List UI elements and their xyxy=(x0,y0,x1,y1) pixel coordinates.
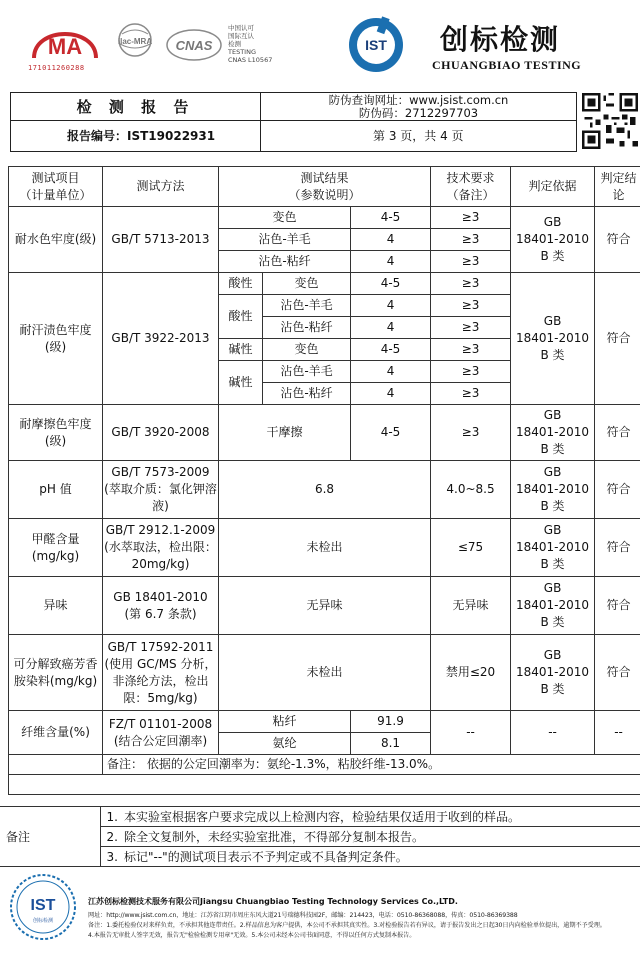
result-value: 未检出 xyxy=(219,519,431,577)
conclusion-cell: 符合 xyxy=(595,207,640,273)
fiber-value: 91.9 xyxy=(351,711,431,733)
result-value: 4-5 xyxy=(351,273,431,295)
cnas-line: 中国认可 xyxy=(228,24,254,32)
result-value: 4-5 xyxy=(351,405,431,461)
method-line: (第 6.7 条款) xyxy=(124,606,197,621)
verify-code: 防伪码：2712297703 xyxy=(358,106,479,120)
basis-cell xyxy=(511,273,595,405)
basis-line: GB xyxy=(543,648,562,662)
method-line: (水萃取法，检出限： xyxy=(104,540,217,554)
requirement-cell: 4.0~8.5 xyxy=(431,461,511,519)
result-value: 未检出 xyxy=(219,635,431,711)
basis-line: GB xyxy=(543,215,562,229)
basis-cell xyxy=(511,635,595,711)
method-line: 液) xyxy=(152,499,169,513)
item-line: (级) xyxy=(44,433,67,448)
requirement-cell: ≥3 xyxy=(431,317,511,339)
basis-line: B 类 xyxy=(540,348,565,362)
remark-text: 本实验室根据客户要求完成以上检测内容，检验结果仅适用于收到的样品。 xyxy=(124,807,640,827)
item-cell: 异味 xyxy=(9,577,103,635)
ist-logo-text: IST xyxy=(365,37,387,53)
result-label: 沾色-粘纤 xyxy=(263,317,351,339)
fiber-name: 粘纤 xyxy=(219,711,351,733)
requirement-cell: ≥3 xyxy=(431,207,511,229)
result-label: 沾色-粘纤 xyxy=(263,383,351,405)
header-method: 测试方法 xyxy=(103,167,219,207)
item-cell: pH 值 xyxy=(9,461,103,519)
requirement-cell: ≥3 xyxy=(431,339,511,361)
requirement-cell: ≥3 xyxy=(431,229,511,251)
result-label: 变色 xyxy=(263,339,351,361)
item-cell xyxy=(9,635,103,711)
cnas-logo xyxy=(165,28,223,62)
basis-cell: -- xyxy=(511,711,595,755)
item-cell xyxy=(9,405,103,461)
method-cell xyxy=(103,577,219,635)
brand-name-en: CHUANGBIAO TESTING xyxy=(432,58,582,72)
table-row xyxy=(9,711,640,733)
method-cell xyxy=(103,635,219,711)
item-line: (级) xyxy=(44,339,67,354)
table-row xyxy=(9,207,640,229)
item-line: 耐汗渍色牢度 xyxy=(19,322,92,337)
method-cell: GB/T 3920-2008 xyxy=(103,405,219,461)
requirement-cell: ≥3 xyxy=(431,251,511,273)
requirement-cell: ≥3 xyxy=(431,273,511,295)
remark-row xyxy=(0,807,640,827)
result-label: 沾色-羊毛 xyxy=(219,229,351,251)
header-item-label: 测试项目 xyxy=(31,170,80,185)
result-label: 变色 xyxy=(219,207,351,229)
ist-logo xyxy=(345,14,407,76)
conclusion-cell: 符合 xyxy=(595,461,640,519)
method-cell xyxy=(103,519,219,577)
result-label: 变色 xyxy=(263,273,351,295)
item-line: 可分解致癌芳香 xyxy=(13,656,98,671)
remarks-label: 备注 xyxy=(0,807,100,867)
basis-cell xyxy=(511,461,595,519)
verification-info xyxy=(261,93,576,121)
conclusion-cell: 符合 xyxy=(595,519,640,577)
fiber-note: 备注： 依据的公定回潮率为：氨纶-1.3%，粘胶纤维-13.0%。 xyxy=(103,755,640,775)
table-row xyxy=(9,273,640,295)
title-block xyxy=(10,92,577,152)
condition-alkali: 碱性 xyxy=(219,339,263,361)
method-line: 20mg/kg) xyxy=(131,557,190,571)
footer-seal-text: IST xyxy=(30,897,56,914)
header-item xyxy=(9,167,103,207)
header-item-unit: （计量单位） xyxy=(19,187,92,202)
basis-line: B 类 xyxy=(540,499,565,513)
header-requirement-label: 技术要求 xyxy=(446,170,495,185)
cnas-accreditation-text xyxy=(228,24,272,64)
basis-line: GB xyxy=(543,408,562,422)
item-cell xyxy=(9,519,103,577)
header-result xyxy=(219,167,431,207)
basis-line: B 类 xyxy=(540,615,565,629)
basis-line: B 类 xyxy=(540,557,565,571)
basis-line: 18401-2010 xyxy=(516,482,590,496)
requirement-cell: ≥3 xyxy=(431,383,511,405)
requirement-cell: 无异味 xyxy=(431,577,511,635)
result-value: 4 xyxy=(351,383,431,405)
fiber-value: 8.1 xyxy=(351,733,431,755)
remark-number: 1. xyxy=(100,807,124,827)
basis-line: 18401-2010 xyxy=(516,665,590,679)
method-line: 非涤纶方法，检出 xyxy=(112,673,209,688)
blank-row xyxy=(9,775,640,795)
basis-line: B 类 xyxy=(540,442,565,456)
footer-disclaimer-line: 备注：1.委托检验仅对来样负责，不承担其他连带责任。2.样品信息为客户提供，本公司不承担其真实性。3.对检验报告若有异议，请于报告发出之日起30日内向检验单位提出，逾期不予受理。 xyxy=(88,922,606,929)
requirement-cell: ≤75 xyxy=(431,519,511,577)
remarks-table xyxy=(0,806,640,867)
result-value: 4-5 xyxy=(351,207,431,229)
result-value: 4 xyxy=(351,229,431,251)
header-requirement-note: （备注） xyxy=(446,187,495,202)
table-row xyxy=(9,405,640,461)
cma-logo-text: MA xyxy=(47,34,83,59)
result-label: 沾色-羊毛 xyxy=(263,295,351,317)
report-header xyxy=(0,0,640,90)
table-row xyxy=(9,461,640,519)
table-row xyxy=(9,519,640,577)
result-value: 4 xyxy=(351,317,431,339)
basis-cell xyxy=(511,577,595,635)
conclusion-cell: 符合 xyxy=(595,405,640,461)
method-line: 限：5mg/kg) xyxy=(123,690,198,705)
basis-line: GB xyxy=(543,465,562,479)
method-cell xyxy=(103,461,219,519)
footer-contact-line: 网址：http://www.jsist.com.cn，地址：江苏省江阴市周庄东风大道21号瑞德科技园2F，邮编：214423，电话：0510-86368088，传真：0510-86369388 xyxy=(88,912,518,919)
conclusion-cell: 符合 xyxy=(595,577,640,635)
footer-disclaimer-line: 4.本报告无审批人签字无效，报告无"检验检测专用章"无效。5.本公司未经本公司书面同意，不得以任何方式复制本报告。 xyxy=(88,932,416,939)
method-cell: GB/T 3922-2013 xyxy=(103,273,219,405)
condition-acid: 酸性 xyxy=(219,273,263,295)
result-value: 6.8 xyxy=(219,461,431,519)
item-line: (mg/kg) xyxy=(31,548,80,563)
method-cell xyxy=(103,711,219,755)
basis-cell xyxy=(511,405,595,461)
result-value: 4-5 xyxy=(351,339,431,361)
table-header-row xyxy=(9,167,640,207)
header-result-label: 测试结果 xyxy=(300,170,349,185)
basis-line: 18401-2010 xyxy=(516,331,590,345)
basis-line: 18401-2010 xyxy=(516,232,590,246)
result-label: 沾色-羊毛 xyxy=(263,361,351,383)
verify-site: 防伪查询网址：www.jsist.com.cn xyxy=(328,93,509,107)
method-line: FZ/T 01101-2008 xyxy=(108,716,213,731)
basis-line: 18401-2010 xyxy=(516,425,590,439)
fiber-name: 氨纶 xyxy=(219,733,351,755)
condition-alkali: 碱性 xyxy=(219,361,263,405)
item-line: 胺染料(mg/kg) xyxy=(13,673,98,688)
basis-line: GB xyxy=(543,581,562,595)
method-line: GB/T 2912.1-2009 xyxy=(105,523,216,537)
result-value: 4 xyxy=(351,295,431,317)
result-value: 4 xyxy=(351,251,431,273)
cnas-line: 国际互认 xyxy=(228,32,254,40)
condition-acid: 酸性 xyxy=(219,295,263,339)
item-line: 耐摩擦色牢度 xyxy=(19,416,92,431)
ilac-mra-text: ilac-MRA xyxy=(117,37,153,46)
basis-line: B 类 xyxy=(540,249,565,263)
remark-text: 除全文复制外，未经实验室批准，不得部分复制本报告。 xyxy=(124,827,640,847)
fiber-note-row xyxy=(9,755,640,775)
ilac-mra-logo xyxy=(110,22,160,62)
cma-code: 171011260288 xyxy=(28,64,85,72)
footer-ist-seal xyxy=(8,872,78,942)
header-conclusion: 判定结论 xyxy=(595,167,640,207)
result-label: 沾色-粘纤 xyxy=(219,251,351,273)
method-line: (结合公定回潮率) xyxy=(113,733,208,748)
header-basis: 判定依据 xyxy=(511,167,595,207)
basis-line: 18401-2010 xyxy=(516,540,590,554)
basis-line: GB xyxy=(543,314,562,328)
method-line: GB/T 7573-2009 xyxy=(111,465,210,479)
item-cell: 纤维含量(%) xyxy=(9,711,103,755)
header-result-note: （参数说明） xyxy=(288,187,361,202)
cnas-line: TESTING xyxy=(228,48,256,56)
remark-text: 标记"--"的测试项目表示不予判定或不具备判定条件。 xyxy=(124,847,640,867)
footer-company: 江苏创标检测技术服务有限公司Jiangsu Chuangbiao Testing Technology Services Co.,LTD. xyxy=(88,897,458,906)
requirement-cell: ≥3 xyxy=(431,361,511,383)
conclusion-cell: 符合 xyxy=(595,635,640,711)
table-row xyxy=(9,635,640,711)
method-line: (使用 GC/MS 分析， xyxy=(104,656,217,671)
basis-line: B 类 xyxy=(540,682,565,696)
brand-name-cn: 创标检测 xyxy=(440,23,561,56)
report-title: 检 测 报 告 xyxy=(11,93,261,121)
method-line: (萃取介质：氯化钾溶 xyxy=(104,482,217,496)
header-requirement xyxy=(431,167,511,207)
requirement-cell: 禁用≤20 xyxy=(431,635,511,711)
basis-line: GB xyxy=(543,523,562,537)
footer-seal-subtext: 创标检测 xyxy=(32,918,54,924)
requirement-cell: ≥3 xyxy=(431,295,511,317)
remark-number: 2. xyxy=(100,827,124,847)
method-cell: GB/T 5713-2013 xyxy=(103,207,219,273)
conclusion-cell: 符合 xyxy=(595,273,640,405)
method-line: GB 18401-2010 xyxy=(113,589,208,604)
basis-cell xyxy=(511,519,595,577)
report-number: 报告编号：IST19022931 xyxy=(11,121,261,151)
conclusion-cell: -- xyxy=(595,711,640,755)
item-cell xyxy=(9,273,103,405)
cma-logo xyxy=(30,18,100,62)
item-cell: 耐水色牢度(级) xyxy=(9,207,103,273)
cnas-line: CNAS L10567 xyxy=(228,56,273,64)
item-line: 甲醛含量 xyxy=(31,531,80,546)
page-info: 第 3 页，共 4 页 xyxy=(373,129,464,143)
result-value: 4 xyxy=(351,361,431,383)
result-value: 无异味 xyxy=(219,577,431,635)
remark-number: 3. xyxy=(100,847,124,867)
requirement-cell: ≥3 xyxy=(431,405,511,461)
cnas-logo-text: CNAS xyxy=(175,38,213,53)
result-label: 干摩擦 xyxy=(219,405,351,461)
test-results-table xyxy=(8,166,640,795)
table-row xyxy=(9,577,640,635)
qr-code xyxy=(582,93,638,149)
basis-cell xyxy=(511,207,595,273)
method-line: GB/T 17592-2011 xyxy=(107,639,214,654)
requirement-cell: -- xyxy=(431,711,511,755)
basis-line: 18401-2010 xyxy=(516,598,590,612)
cnas-line: 检测 xyxy=(228,40,241,48)
